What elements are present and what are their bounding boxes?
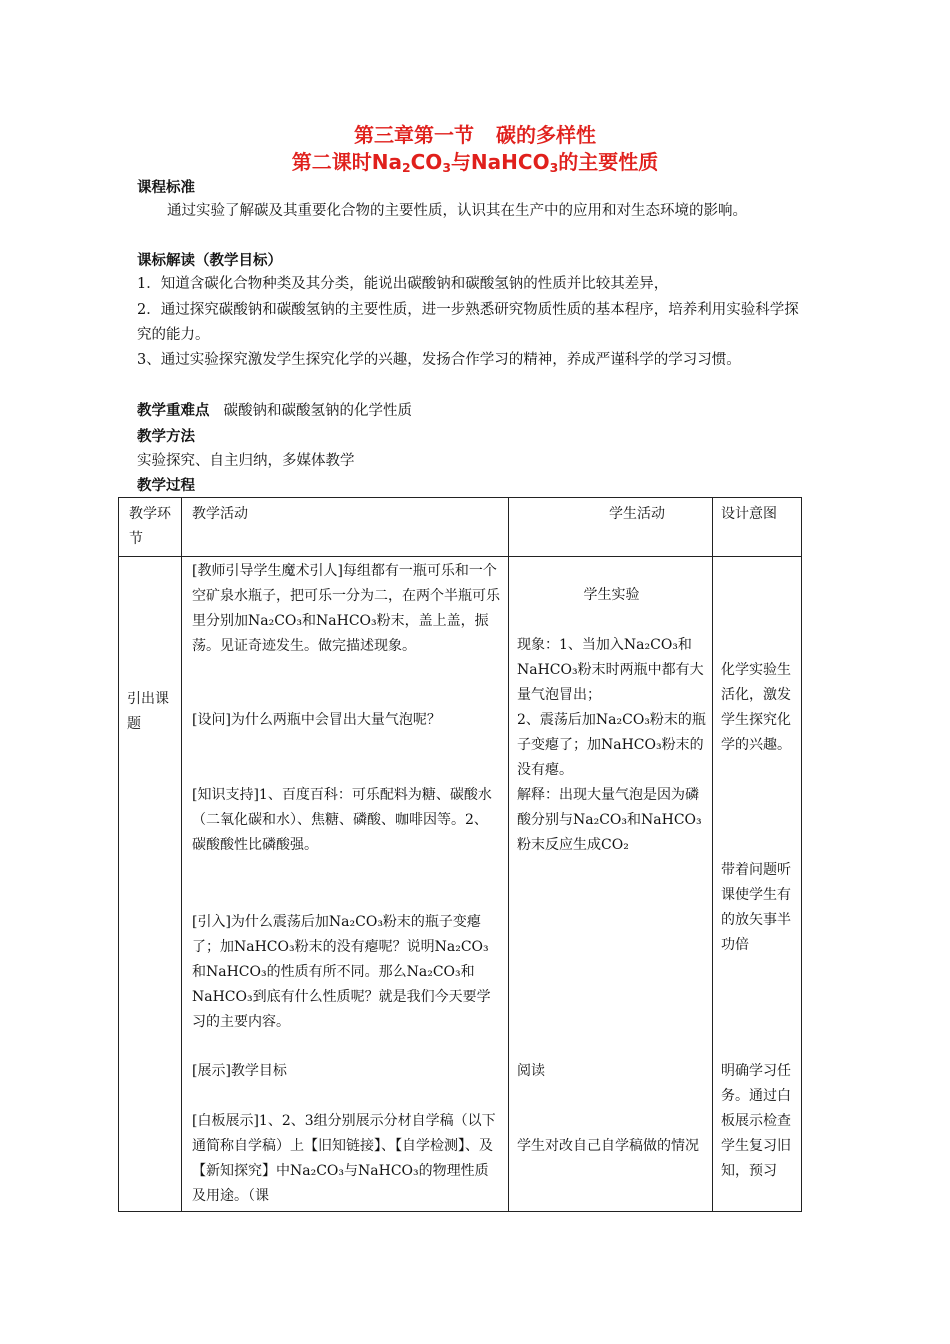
- method-text: 实验探究、自主归纳，多媒体教学: [137, 453, 355, 469]
- objectives-heading: 课标解读（教学目标）: [137, 253, 282, 269]
- student-item-4: 解释：出现大量气泡是因为磷酸分别与Na₂CO₃和NaHCO₃粉末反应生成CO₂: [517, 787, 702, 853]
- standard-text: 通过实验了解碳及其重要化合物的主要性质，认识其在生产中的应用和对生态环境的影响。: [167, 203, 747, 219]
- key-points-heading: 教学重难点: [137, 403, 210, 419]
- header-stage: 教学环节: [129, 506, 171, 547]
- student-activity-cell: [509, 557, 712, 1211]
- teacher-item-5: [展示]教学目标: [192, 1063, 287, 1079]
- student-item-1: 学生实验: [583, 587, 640, 603]
- student-item-3: 2、震荡后加Na₂CO₃粉末的瓶子变瘪了；加NaHCO₃粉末的没有瘪。: [517, 712, 706, 778]
- intent-item-2: 带着问题听课使学生有的放矢事半功倍: [721, 862, 791, 953]
- student-item-5: 阅读: [517, 1063, 545, 1079]
- teacher-item-4: [引入]为什么震荡后加Na₂CO₃粉末的瓶子变瘪了；加NaHCO₃粉末的没有瘪呢？说明Na₂CO₃和NaHCO₃的性质有所不同。那么Na₂CO₃和NaHCO₃到底有什么性质呢？就是我们今天要学习的主要内容。: [192, 914, 491, 1030]
- objective-item-3: 3、通过实验探究激发学生探究化学的兴趣，发扬合作学习的精神，养成严谨科学的学习习惯。: [137, 352, 741, 368]
- teacher-item-3: [知识支持]1、百度百科：可乐配料为糖、碳酸水（二氧化碳和水）、焦糖、磷酸、咖啡因等。2、碳酸酸性比磷酸强。: [192, 787, 492, 853]
- stage-label: 引出课题: [127, 691, 169, 732]
- table-header-row: [119, 498, 802, 557]
- chapter-title-topic: 碳的多样性: [496, 123, 596, 147]
- design-intent-cell: [713, 557, 801, 1211]
- teacher-item-6: [白板展示]1、2、3组分别展示分材自学稿（以下通简称自学稿）上【旧知链接】、【自学检测】、及【新知探究】中Na₂CO₃与NaHCO₃的物理性质及用途。（课: [192, 1113, 496, 1204]
- chapter-title: [0, 122, 950, 148]
- method-heading: 教学方法: [137, 429, 195, 445]
- student-item-2: 现象：1、当加入Na₂CO₃和NaHCO₃粉末时两瓶中都有大量气泡冒出；: [517, 637, 704, 703]
- teacher-item-1: [教师引导学生魔术引人]每组都有一瓶可乐和一个空矿泉水瓶子，把可乐一分为二，在两个半瓶可乐里分别加Na₂CO₃和NaHCO₃粉末，盖上盖，振荡。见证奇迹发生。做完描述现象。: [192, 563, 500, 654]
- objective-item-1: 1．知道含碳化合物种类及其分类，能说出碳酸钠和碳酸氢钠的性质并比较其差异，: [137, 276, 669, 292]
- key-points-text: 碳酸钠和碳酸氢钠的化学性质: [223, 403, 412, 419]
- process-heading: 教学过程: [137, 478, 195, 494]
- key-points: [137, 400, 412, 422]
- intent-item-1: 化学实验生活化，激发学生探究化学的兴趣。: [721, 662, 791, 753]
- header-design-intent: 设计意图: [721, 506, 777, 522]
- intent-item-3: 明确学习任务。通过白板展示检查学生复习旧知，预习: [721, 1063, 791, 1179]
- objective-item-2: 2．通过探究碳酸钠和碳酸氢钠的主要性质，进一步熟悉研究物质性质的基本程序，培养利用实验科学探究的能力。: [137, 302, 799, 343]
- standard-heading: 课程标准: [137, 180, 195, 196]
- teacher-activity-cell: [182, 557, 508, 1211]
- teacher-item-2: [设问]为什么两瓶中会冒出大量气泡呢？: [192, 712, 441, 728]
- table-row: [119, 557, 802, 1212]
- student-item-6: 学生对改自己自学稿做的情况: [517, 1138, 699, 1154]
- process-table: [118, 497, 802, 1212]
- lesson-title: 第二课时$Na_2CO_3$与NaHCO$_3$的主要性质: [291, 150, 659, 176]
- header-student-activity: 学生活动: [609, 506, 665, 522]
- header-teacher-activity: 教学活动: [192, 506, 248, 522]
- chapter-title-section: 第三章第一节: [354, 123, 474, 147]
